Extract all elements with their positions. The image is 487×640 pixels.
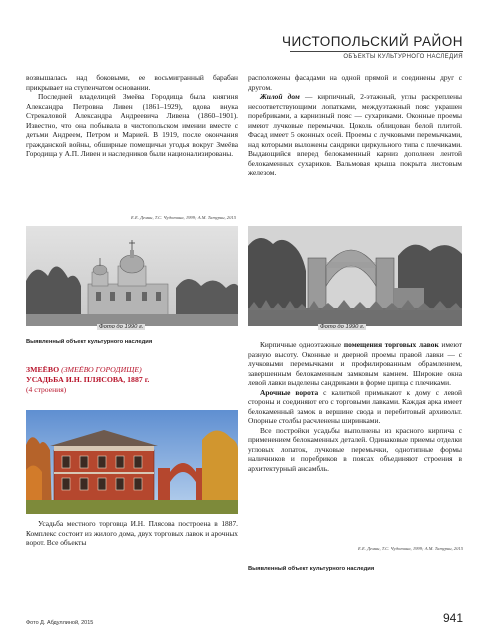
village-name: ЗМЕЁВО bbox=[26, 365, 60, 374]
gate-photo-image bbox=[248, 226, 462, 326]
arch-gates-desc: с калиткой примыкают к дому с левой стороны и соединяют его с торговыми лавками. Каждая арка имеет белокаменный замок в вершине свода и перебитовый архивольт. Опорные столбы расчленены ширинками. bbox=[248, 387, 462, 425]
photo-credit-right: Е.Е. Демин, Т.С. Чудотина, 1999; А.М. Татурин, 2015 bbox=[358, 546, 463, 551]
trade-shops-lead: Кирпичные одноэтажные bbox=[260, 340, 342, 349]
zhiloy-dom-description: — кирпичный, 2-этажный, углы раскреплены несоответствующими лопатками, междуэтажный пояс украшен поребриками, а карнизный пояс — сухариками. Оконные проемы имеют лучковые перемычки. Цоколь облицован белой плитой. Фасад имеет 5 оконных осей. Проемы с лучковыми перемычками, над которыми выложены сандрики циркульного типа с плечиками. Выдающийся вперед белокаменный карниз дополнен лентой белокаменных сухариков. Вальмовая крыша покрыта листовым железом. bbox=[248, 92, 462, 177]
cultural-heritage-label: Выявленный объект культурного наследия bbox=[26, 339, 153, 345]
trade-shops-desc: имеют разную высоту. Оконные и дверной проемы правой лавки — с лучковыми перемычками и профилированным обрамлением, завершенным белокаменным замковым камнем. Широкие окна левой лавки выделены сандриками в форме щипца с плечиками. bbox=[248, 340, 462, 387]
left-paragraph-2: Последней владелицей Змеёва Городища была княгиня Александра Петровна Ливен (1861–1929), вдова внука Стрекаловой Александра Андреевича Ливена (1860–1901). Известно, что она побывала в чистопольском имении вместе с детьми Андреем, Петром и Марией. В 1919, после окончания гражданской войны, обширные помещичьи угодья вокруг Змеёва Городища у А.П. Ливен и наследников были национализированы. bbox=[26, 92, 238, 158]
village-alt-name: (ЗМЕЁВО ГОРОДИЩЕ) bbox=[61, 365, 142, 374]
header-rule bbox=[290, 51, 463, 52]
right-column-text bbox=[248, 73, 462, 178]
right-paragraph-1: расположены фасадами на одной прямой и соединены друг с другом. bbox=[248, 73, 462, 92]
church-photo-image bbox=[26, 226, 238, 326]
arch-gates-paragraph bbox=[248, 388, 462, 426]
right-lower-text bbox=[248, 340, 462, 473]
left-paragraph-1: возвышалась над боковыми, ее восьмигранный барабан прикрывает на ступенчатом основании. bbox=[26, 73, 238, 92]
photo-date-label-left: Фото до 1990 г. bbox=[99, 324, 144, 330]
church-photo bbox=[26, 226, 238, 326]
ensemble-paragraph: Все постройки усадьбы выполнены из красного кирпича с применением белокаменных деталей. Одинаковые приемы отделки угловых лопаток, лучковые перемычки, однотипные формы наличников и поребриков в поясах объединяют строения в архитектурный ансамбль. bbox=[248, 425, 462, 473]
photo-credit-left: Е.Е. Демин, Т.С. Чудотина, 1999; А.М. Татурин, 2015 bbox=[131, 215, 236, 220]
object-title-block bbox=[26, 365, 238, 395]
page-number: 941 bbox=[442, 611, 463, 625]
photo-date-label-right: Фото до 1990 г. bbox=[320, 324, 365, 330]
trade-shops-paragraph bbox=[248, 340, 462, 388]
left-lower-paragraph: Усадьба местного торговца И.Н. Плясова построена в 1887. Комплекс состоит из жилого дома, двух торговых лавок и арочных ворот. Все объекты bbox=[26, 519, 238, 547]
gate-photo bbox=[248, 226, 462, 326]
page-subtitle: ОБЪЕКТЫ КУЛЬТУРНОГО НАСЛЕДИЯ bbox=[343, 54, 463, 60]
estate-photo bbox=[26, 410, 238, 514]
footer-photo-credit: Фото Д. Абдуллиной, 2015 bbox=[26, 620, 94, 626]
left-column-text bbox=[26, 73, 238, 159]
page-title: ЧИСТОПОЛЬСКИЙ РАЙОН bbox=[282, 34, 463, 49]
left-lower-text bbox=[26, 519, 238, 548]
right-paragraph-2 bbox=[248, 92, 462, 178]
estate-photo-image bbox=[26, 410, 238, 514]
cultural-heritage-label-2: Выявленный объект культурного наследия bbox=[248, 566, 375, 572]
zhiloy-dom-label: Жилой дом bbox=[260, 92, 300, 101]
estate-title: УСАДЬБА И.Н. ПЛЯСОВА, 1887 г. bbox=[26, 375, 150, 384]
structures-count: (4 строения) bbox=[26, 385, 67, 394]
trade-shops-bold: помещения торговых лавок bbox=[343, 340, 439, 349]
arch-gates-bold: Арочные ворота bbox=[260, 387, 319, 397]
